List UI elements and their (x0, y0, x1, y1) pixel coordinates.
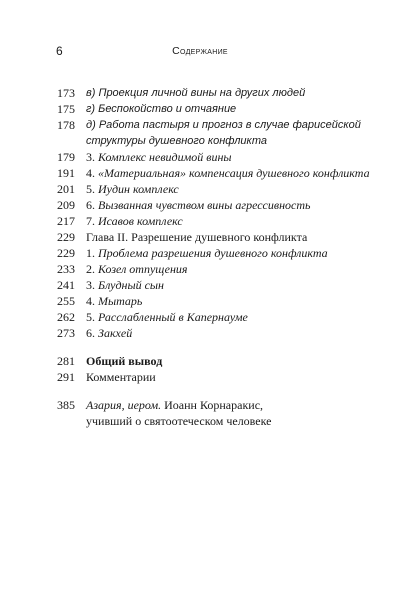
toc-comments-title: Комментарии (86, 370, 156, 384)
toc-page-number: 229 (57, 230, 75, 244)
toc-page-number: 385 (57, 398, 75, 412)
toc-entry-title: 3. Блудный сын (86, 278, 164, 292)
toc-entry-title: 4. «Материальная» компенсация душевного конфликта (86, 166, 370, 180)
toc-page-number: 209 (57, 198, 75, 212)
toc-entry-title: 6. Закхей (86, 326, 133, 340)
toc-page-number: 217 (57, 214, 75, 228)
toc-chapter-title: Глава II. Разрешение душевного конфликта (86, 230, 308, 244)
toc-entry-title-line2: структуры душевного конфликта (86, 135, 268, 147)
toc-page-number: 179 (57, 150, 75, 164)
toc-page-number: 229 (57, 246, 75, 260)
toc-page-number: 173 (57, 86, 75, 100)
toc-page-number: 178 (57, 118, 75, 132)
page-number: 6 (56, 44, 63, 58)
toc-page-number: 241 (57, 278, 75, 292)
toc-entry-title: 3. Комплекс невидимой вины (86, 150, 232, 164)
toc-author-note-title: Азария, иером. Иоанн Корнаракис, (86, 398, 264, 412)
toc-page-number: 262 (57, 310, 75, 324)
toc-entry-title: 6. Вызванная чувством вины агрессивность (86, 198, 311, 212)
toc-page-number: 233 (57, 262, 75, 276)
toc-entry-title: 1. Проблема разрешения душевного конфликта (86, 246, 328, 260)
toc-entry-title: д) Работа пастыря и прогноз в случае фарисейской (86, 119, 361, 131)
toc-page-number: 281 (57, 354, 75, 368)
toc-entry-title: 5. Расслабленный в Капернауме (86, 310, 248, 324)
toc-page-number: 191 (57, 166, 75, 180)
toc-page-number: 291 (57, 370, 75, 384)
toc-page-number: 175 (57, 102, 75, 116)
toc-entry-title: г) Беспокойство и отчаяние (86, 103, 237, 115)
toc-page-number: 201 (57, 182, 75, 196)
toc-entry-title: 4. Мытарь (86, 294, 143, 308)
toc-entry-title: 2. Козел отпущения (86, 262, 188, 276)
toc-page-number: 255 (57, 294, 75, 308)
toc-conclusion-title: Общий вывод (86, 354, 163, 368)
running-title: Содержание (172, 45, 228, 57)
toc-entry-title: в) Проекция личной вины на других людей (86, 87, 306, 99)
toc-entry-title: 5. Иудин комплекс (86, 182, 179, 196)
toc-entry-title: 7. Исавов комплекс (86, 214, 183, 228)
toc-author-note-line2: учивший о святоотеческом человеке (86, 414, 272, 428)
toc-page-number: 273 (57, 326, 75, 340)
